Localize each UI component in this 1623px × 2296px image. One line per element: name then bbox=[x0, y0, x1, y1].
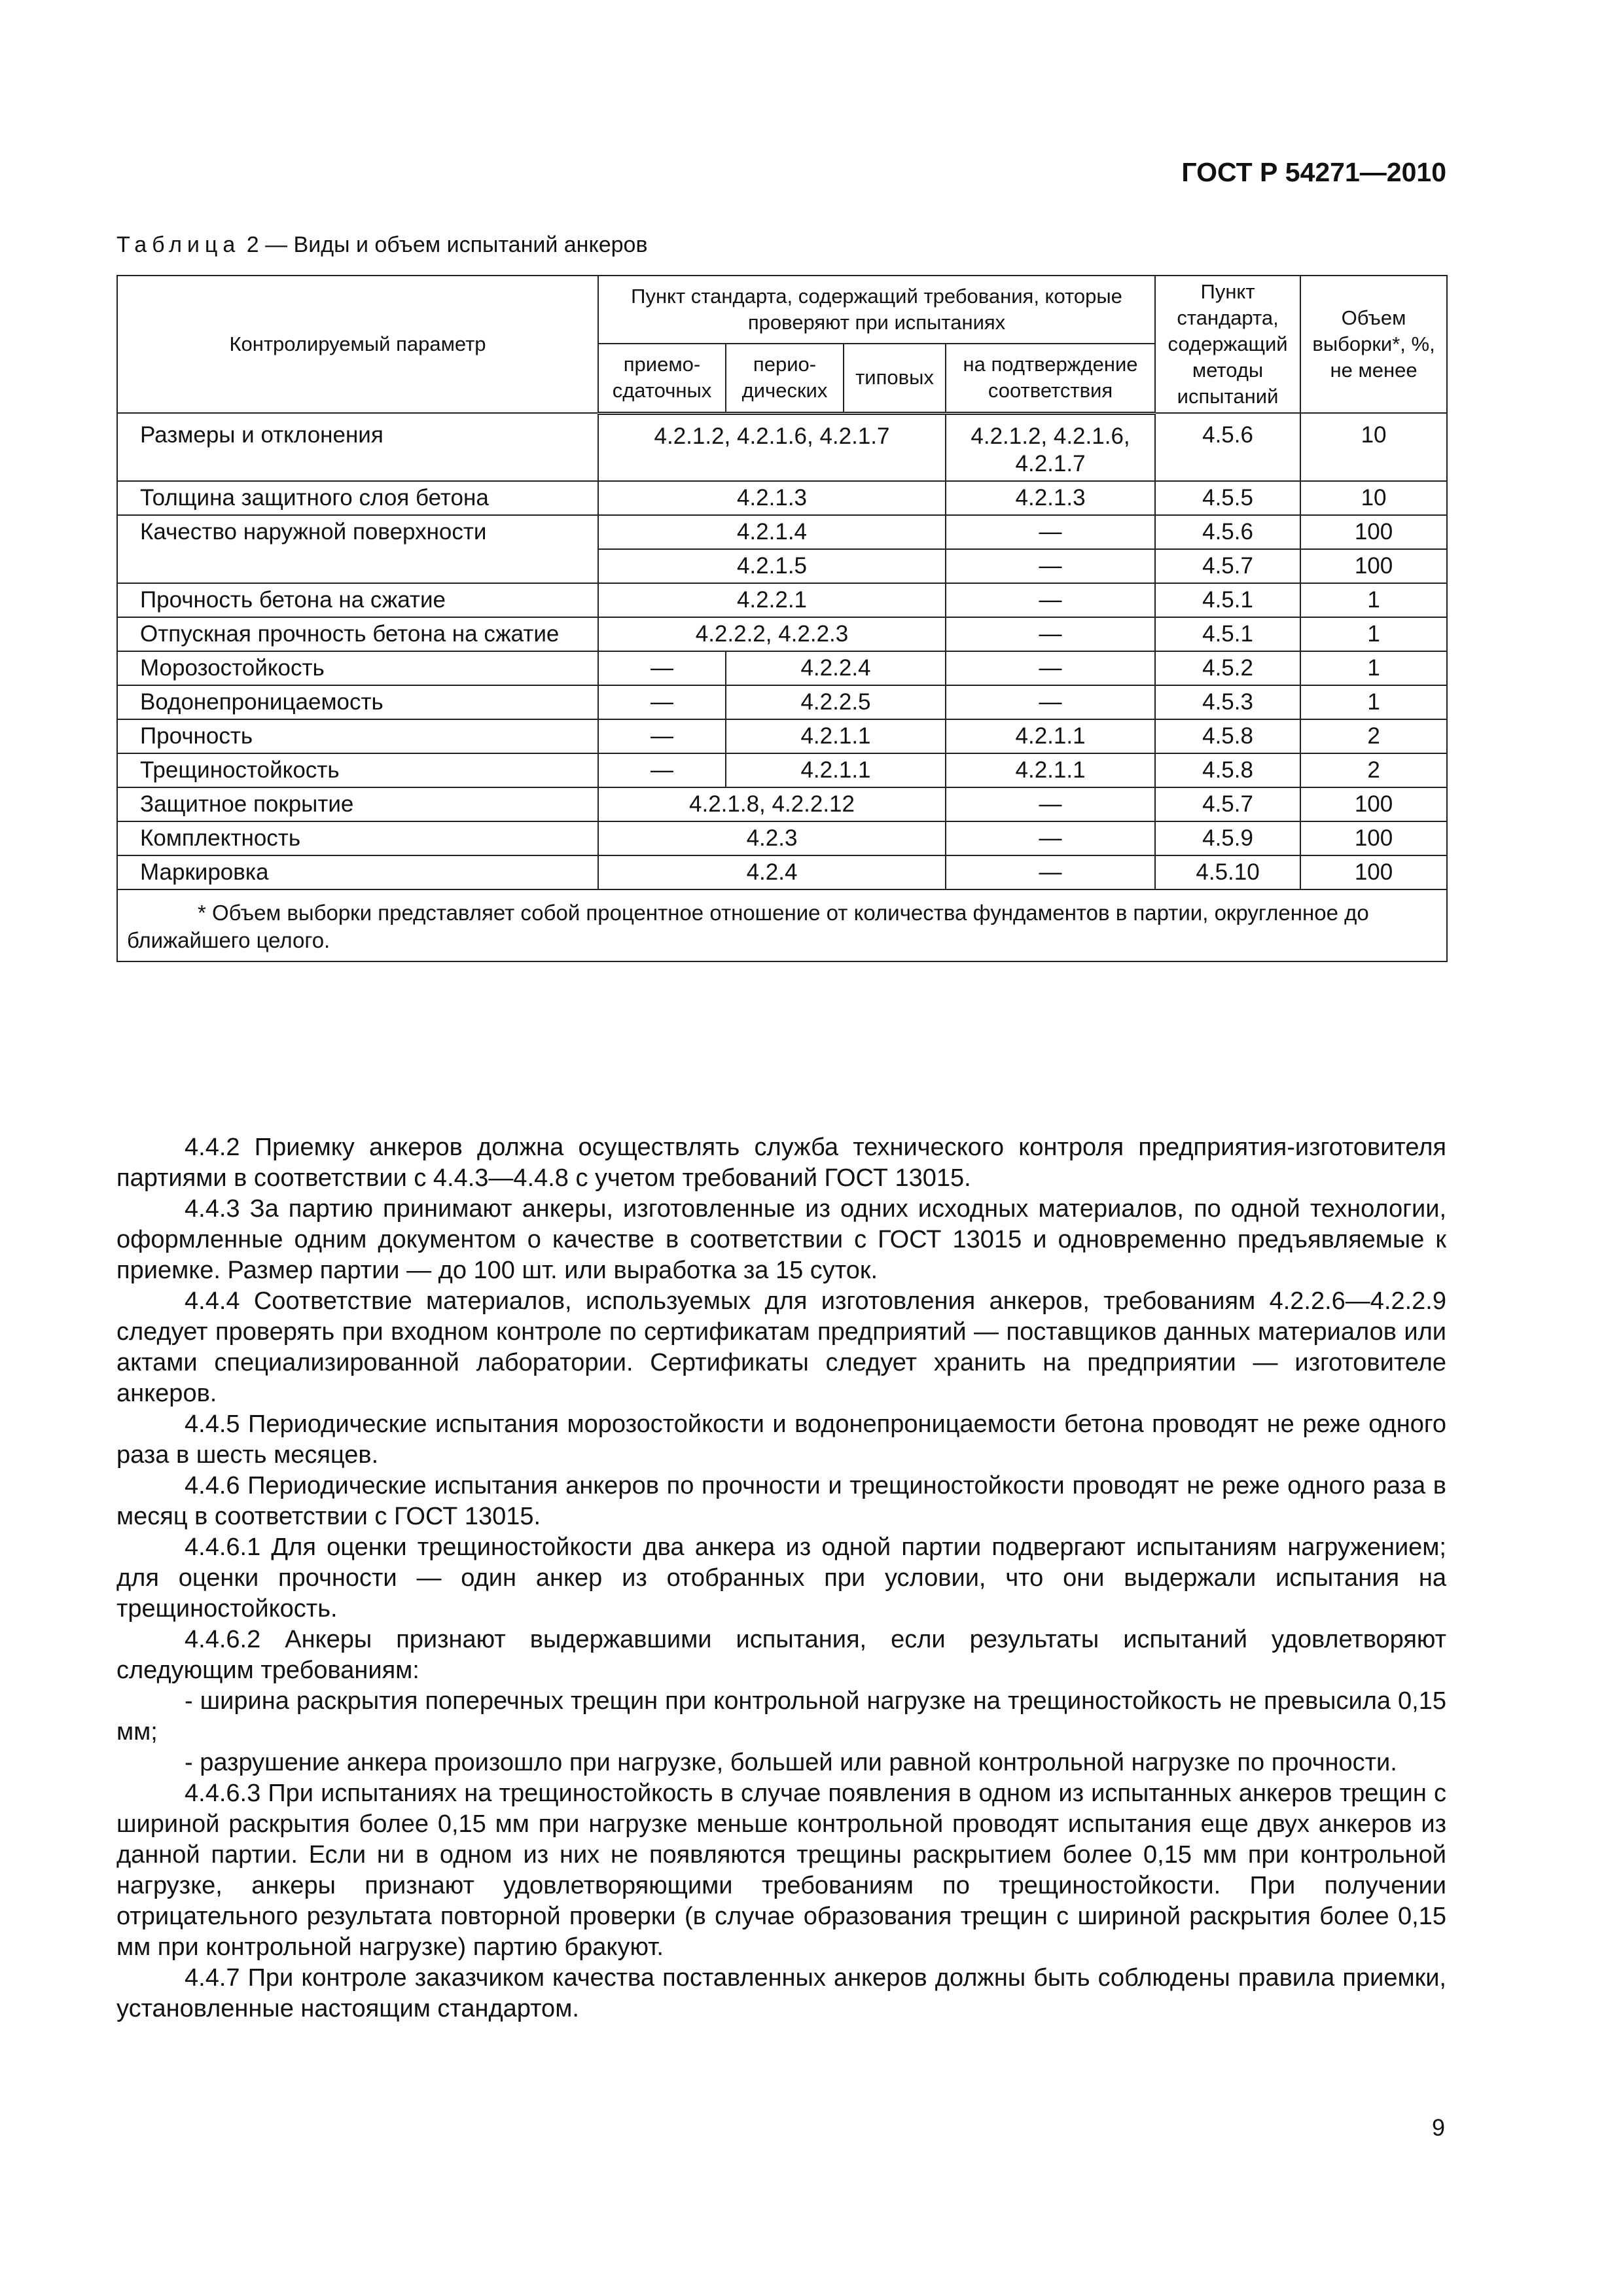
row-conformity: — bbox=[946, 855, 1155, 889]
table-row bbox=[117, 515, 1447, 549]
col-header-sample: Объем выборки*, %, не менее bbox=[1300, 276, 1447, 413]
row-requirements: 4.2.3 bbox=[598, 821, 946, 855]
row-param: Отпускная прочность бетона на сжатие bbox=[117, 617, 598, 651]
tests-table bbox=[116, 275, 1448, 962]
row-requirements: 4.2.1.5 bbox=[598, 549, 946, 583]
row-method: 4.5.1 bbox=[1155, 617, 1300, 651]
row-sample: 100 bbox=[1300, 821, 1447, 855]
row-conformity: 4.2.1.1 bbox=[946, 719, 1155, 753]
row-param: Морозостойкость bbox=[117, 651, 598, 685]
table-row bbox=[117, 651, 1447, 685]
table-caption-title: 2 — Виды и объем испытаний анкеров bbox=[240, 232, 648, 257]
row-method: 4.5.10 bbox=[1155, 855, 1300, 889]
row-sample: 2 bbox=[1300, 753, 1447, 787]
table-row bbox=[117, 753, 1447, 787]
paragraph: 4.4.6.3 При испытаниях на трещиностойкость в случае появления в одном из испытанных анкеров трещин с шириной раскрытия более 0,15 мм при нагрузке меньше контрольной проводят испытания еще двух анкеров из данной партии. Если ни в одном из них не появляются трещины раскрытием более 0,15 мм при контрольной нагрузке, анкеры признают удовлетворяющими требованиям по трещиностойкости. При получении отрицательного результата повторной проверки (в случае образования трещин с шириной раскрытия более 0,15 мм при контрольной нагрузке) партию бракуют. bbox=[116, 1780, 1446, 1961]
col-header-methods: Пункт стандарта, содержащий методы испытаний bbox=[1155, 276, 1300, 413]
table-row bbox=[117, 413, 1447, 481]
row-sample: 1 bbox=[1300, 685, 1447, 719]
table-row bbox=[117, 617, 1447, 651]
row-acceptance: — bbox=[598, 753, 726, 787]
row-conformity: 4.2.1.2, 4.2.1.6, 4.2.1.7 bbox=[946, 413, 1155, 481]
col-header-param: Контролируемый параметр bbox=[117, 276, 598, 413]
paragraph: 4.4.2 Приемку анкеров должна осуществлять служба технического контроля предприятия-изготовителя партиями в соответствии с 4.4.3—4.4.8 с учетом требований ГОСТ 13015. bbox=[116, 1134, 1446, 1192]
row-param: Прочность бетона на сжатие bbox=[117, 583, 598, 617]
row-method: 4.5.2 bbox=[1155, 651, 1300, 685]
col-header-type: типовых bbox=[844, 344, 946, 413]
row-param: Толщина защитного слоя бетона bbox=[117, 481, 598, 515]
row-method: 4.5.8 bbox=[1155, 719, 1300, 753]
row-param: Водонепроницаемость bbox=[117, 685, 598, 719]
row-acceptance: — bbox=[598, 719, 726, 753]
paragraph: 4.4.6 Периодические испытания анкеров по прочности и трещиностойкости проводят не реже одного раза в месяц в соответствии с ГОСТ 13015. bbox=[116, 1472, 1446, 1530]
row-requirements: 4.2.2.1 bbox=[598, 583, 946, 617]
table-row bbox=[117, 821, 1447, 855]
row-requirements: 4.2.1.3 bbox=[598, 481, 946, 515]
row-conformity: — bbox=[946, 549, 1155, 583]
table-footnote-row bbox=[117, 889, 1447, 961]
row-sample: 100 bbox=[1300, 787, 1447, 821]
row-sample: 1 bbox=[1300, 651, 1447, 685]
table-row bbox=[117, 685, 1447, 719]
table-row bbox=[117, 481, 1447, 515]
table-row bbox=[117, 719, 1447, 753]
row-requirements: 4.2.2.4 bbox=[726, 651, 946, 685]
row-requirements: 4.2.2.5 bbox=[726, 685, 946, 719]
list-item: - разрушение анкера произошло при нагрузке, большей или равной контрольной нагрузке по прочности. bbox=[185, 1749, 1397, 1776]
table-footnote-text: * Объем выборки представляет собой процентное отношение от количества фундаментов в партии, округленное до ближайшего целого. bbox=[127, 900, 1369, 952]
row-method: 4.5.6 bbox=[1155, 515, 1300, 549]
row-conformity: — bbox=[946, 583, 1155, 617]
row-param: Комплектность bbox=[117, 821, 598, 855]
row-method: 4.5.7 bbox=[1155, 549, 1300, 583]
col-header-periodic: перио-дических bbox=[726, 344, 844, 413]
row-conformity: 4.2.1.3 bbox=[946, 481, 1155, 515]
table-row bbox=[117, 855, 1447, 889]
row-requirements: 4.2.2.2, 4.2.2.3 bbox=[598, 617, 946, 651]
row-sample: 10 bbox=[1300, 481, 1447, 515]
row-sample: 100 bbox=[1300, 515, 1447, 549]
row-conformity: — bbox=[946, 651, 1155, 685]
paragraph: 4.4.6.2 Анкеры признают выдержавшими испытания, если результаты испытаний удовлетворяют следующим требованиям: bbox=[116, 1626, 1446, 1684]
row-conformity: 4.2.1.1 bbox=[946, 753, 1155, 787]
col-header-acceptance: приемо-сдаточных bbox=[598, 344, 726, 413]
col-header-conformity: на подтверждение соответствия bbox=[946, 344, 1155, 413]
row-param: Защитное покрытие bbox=[117, 787, 598, 821]
paragraph: 4.4.6.1 Для оценки трещиностойкости два анкера из одной партии подвергают испытаниям нагружением; для оценки прочности — один анкер из отобранных при условии, что они выдержали испытания на трещиностойкость. bbox=[116, 1534, 1446, 1623]
row-param: Маркировка bbox=[117, 855, 598, 889]
row-method: 4.5.8 bbox=[1155, 753, 1300, 787]
row-acceptance: — bbox=[598, 685, 726, 719]
row-requirements: 4.2.1.8, 4.2.2.12 bbox=[598, 787, 946, 821]
row-method: 4.5.3 bbox=[1155, 685, 1300, 719]
table-row bbox=[117, 787, 1447, 821]
paragraph: 4.4.7 При контроле заказчиком качества поставленных анкеров должны быть соблюдены правила приемки, установленные настоящим стандартом. bbox=[116, 1964, 1446, 2022]
row-method: 4.5.7 bbox=[1155, 787, 1300, 821]
row-requirements: 4.2.1.4 bbox=[598, 515, 946, 549]
row-param: Трещиностойкость bbox=[117, 753, 598, 787]
row-conformity: — bbox=[946, 515, 1155, 549]
row-method: 4.5.1 bbox=[1155, 583, 1300, 617]
table-row bbox=[117, 583, 1447, 617]
row-sample: 2 bbox=[1300, 719, 1447, 753]
row-requirements: 4.2.1.2, 4.2.1.6, 4.2.1.7 bbox=[598, 413, 946, 481]
table-header-row bbox=[117, 276, 1447, 344]
paragraph: 4.4.5 Периодические испытания морозостойкости и водонепроницаемости бетона проводят не реже одного раза в шесть месяцев. bbox=[116, 1410, 1446, 1469]
row-sample: 1 bbox=[1300, 583, 1447, 617]
table-caption bbox=[116, 232, 648, 258]
row-sample: 100 bbox=[1300, 855, 1447, 889]
row-requirements: 4.2.1.1 bbox=[726, 753, 946, 787]
col-header-group: Пункт стандарта, содержащий требования, которые проверяют при испытаниях bbox=[598, 276, 1155, 344]
row-acceptance: — bbox=[598, 651, 726, 685]
row-sample: 100 bbox=[1300, 549, 1447, 583]
row-param: Прочность bbox=[117, 719, 598, 753]
row-conformity: — bbox=[946, 685, 1155, 719]
body-text bbox=[116, 1132, 1446, 2024]
row-method: 4.5.9 bbox=[1155, 821, 1300, 855]
row-method: 4.5.5 bbox=[1155, 481, 1300, 515]
row-method: 4.5.6 bbox=[1155, 413, 1300, 481]
standard-designation: ГОСТ Р 54271—2010 bbox=[1181, 157, 1446, 187]
row-param: Размеры и отклонения bbox=[117, 413, 598, 481]
row-param: Качество наружной поверхности bbox=[117, 515, 598, 583]
row-conformity: — bbox=[946, 821, 1155, 855]
row-requirements: 4.2.1.1 bbox=[726, 719, 946, 753]
paragraph: 4.4.3 За партию принимают анкеры, изготовленные из одних исходных материалов, по одной технологии, оформленные одним документом о качестве в соответствии с ГОСТ 13015 и одновременно предъявляемые к приемке. Размер партии — до 100 шт. или выработка за 15 суток. bbox=[116, 1195, 1446, 1284]
row-conformity: — bbox=[946, 787, 1155, 821]
page-number: 9 bbox=[1431, 2114, 1445, 2141]
row-sample: 10 bbox=[1300, 413, 1447, 481]
row-requirements: 4.2.4 bbox=[598, 855, 946, 889]
list-item: - ширина раскрытия поперечных трещин при контрольной нагрузке на трещиностойкость не превысила 0,15 мм; bbox=[116, 1687, 1446, 1746]
paragraph: 4.4.4 Соответствие материалов, используемых для изготовления анкеров, требованиям 4.2.2.6—4.2.2.9 следует проверять при входном контроле по сертификатам предприятий — поставщиков данных материалов или актами специализированной лаборатории. Сертификаты следует хранить на предприятии — изготовителе анкеров. bbox=[116, 1287, 1446, 1407]
row-sample: 1 bbox=[1300, 617, 1447, 651]
table-footnote bbox=[117, 889, 1447, 961]
table-caption-word: Таблица bbox=[116, 232, 241, 257]
row-conformity: — bbox=[946, 617, 1155, 651]
